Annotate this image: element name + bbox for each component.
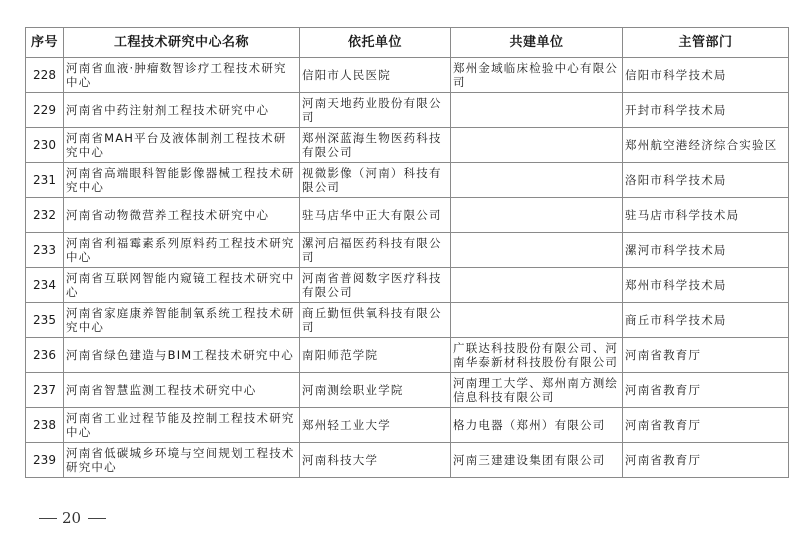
row-department: 漯河市科学技术局 (623, 233, 789, 268)
row-serial: 235 (26, 303, 64, 338)
engineering-center-table (25, 27, 789, 478)
row-department: 河南省教育厅 (623, 338, 789, 373)
table-row (26, 93, 789, 128)
row-center-name: 河南省智慧监测工程技术研究中心 (64, 373, 300, 408)
row-serial: 233 (26, 233, 64, 268)
page-number: 20 (62, 509, 82, 527)
row-co-builder (451, 233, 623, 268)
row-relying-unit: 河南科技大学 (300, 443, 451, 478)
row-center-name: 河南省高端眼科智能影像器械工程技术研究中心 (64, 163, 300, 198)
row-department: 河南省教育厅 (623, 443, 789, 478)
row-co-builder (451, 128, 623, 163)
row-center-name: 河南省家庭康养智能制氧系统工程技术研究中心 (64, 303, 300, 338)
header-co-builder: 共建单位 (451, 28, 623, 58)
header-serial: 序号 (26, 28, 64, 58)
row-co-builder: 河南三建建设集团有限公司 (451, 443, 623, 478)
row-serial: 237 (26, 373, 64, 408)
row-center-name: 河南省动物微营养工程技术研究中心 (64, 198, 300, 233)
row-co-builder: 河南理工大学、郑州南方测绘信息科技有限公司 (451, 373, 623, 408)
row-center-name: 河南省工业过程节能及控制工程技术研究中心 (64, 408, 300, 443)
row-department: 河南省教育厅 (623, 373, 789, 408)
row-relying-unit: 河南天地药业股份有限公司 (300, 93, 451, 128)
row-relying-unit: 漯河启福医药科技有限公司 (300, 233, 451, 268)
row-department: 开封市科学技术局 (623, 93, 789, 128)
row-department: 河南省教育厅 (623, 408, 789, 443)
row-relying-unit: 视微影像（河南）科技有限公司 (300, 163, 451, 198)
row-co-builder (451, 93, 623, 128)
row-serial: 236 (26, 338, 64, 373)
row-center-name: 河南省低碳城乡环境与空间规划工程技术研究中心 (64, 443, 300, 478)
row-center-name: 河南省互联网智能内窥镜工程技术研究中心 (64, 268, 300, 303)
table-header-row (26, 28, 789, 58)
row-serial: 231 (26, 163, 64, 198)
row-serial: 239 (26, 443, 64, 478)
page-number-dash-left (39, 518, 57, 519)
row-relying-unit: 驻马店华中正大有限公司 (300, 198, 451, 233)
table-row (26, 408, 789, 443)
row-relying-unit: 河南测绘职业学院 (300, 373, 451, 408)
header-relying-unit: 依托单位 (300, 28, 451, 58)
row-co-builder (451, 268, 623, 303)
row-co-builder (451, 303, 623, 338)
header-center-name: 工程技术研究中心名称 (64, 28, 300, 58)
row-serial: 228 (26, 58, 64, 93)
row-department: 商丘市科学技术局 (623, 303, 789, 338)
page-footer (0, 508, 150, 528)
row-co-builder: 广联达科技股份有限公司、河南华泰新材科技股份有限公司 (451, 338, 623, 373)
row-department: 郑州航空港经济综合实验区 (623, 128, 789, 163)
page-number-dash-right (88, 518, 106, 519)
row-serial: 232 (26, 198, 64, 233)
row-co-builder: 郑州金域临床检验中心有限公司 (451, 58, 623, 93)
row-department: 郑州市科学技术局 (623, 268, 789, 303)
row-relying-unit: 郑州轻工业大学 (300, 408, 451, 443)
row-serial: 230 (26, 128, 64, 163)
row-department: 信阳市科学技术局 (623, 58, 789, 93)
row-co-builder (451, 198, 623, 233)
table-row (26, 58, 789, 93)
row-serial: 238 (26, 408, 64, 443)
row-relying-unit: 河南省普阅数字医疗科技有限公司 (300, 268, 451, 303)
table-row (26, 198, 789, 233)
table-row (26, 163, 789, 198)
header-department: 主管部门 (623, 28, 789, 58)
row-co-builder (451, 163, 623, 198)
table-row (26, 128, 789, 163)
table-row (26, 233, 789, 268)
table-row (26, 268, 789, 303)
row-department: 洛阳市科学技术局 (623, 163, 789, 198)
row-serial: 234 (26, 268, 64, 303)
row-center-name: 河南省MAH平台及液体制剂工程技术研究中心 (64, 128, 300, 163)
table-row (26, 443, 789, 478)
row-relying-unit: 商丘勤恒供氧科技有限公司 (300, 303, 451, 338)
row-co-builder: 格力电器（郑州）有限公司 (451, 408, 623, 443)
row-center-name: 河南省绿色建造与BIM工程技术研究中心 (64, 338, 300, 373)
row-relying-unit: 郑州深蓝海生物医药科技有限公司 (300, 128, 451, 163)
row-serial: 229 (26, 93, 64, 128)
row-relying-unit: 南阳师范学院 (300, 338, 451, 373)
table-row (26, 373, 789, 408)
row-relying-unit: 信阳市人民医院 (300, 58, 451, 93)
row-center-name: 河南省利福霉素系列原料药工程技术研究中心 (64, 233, 300, 268)
row-center-name: 河南省血液·肿瘤数智诊疗工程技术研究中心 (64, 58, 300, 93)
row-center-name: 河南省中药注射剂工程技术研究中心 (64, 93, 300, 128)
table-row (26, 338, 789, 373)
row-department: 驻马店市科学技术局 (623, 198, 789, 233)
table-row (26, 303, 789, 338)
